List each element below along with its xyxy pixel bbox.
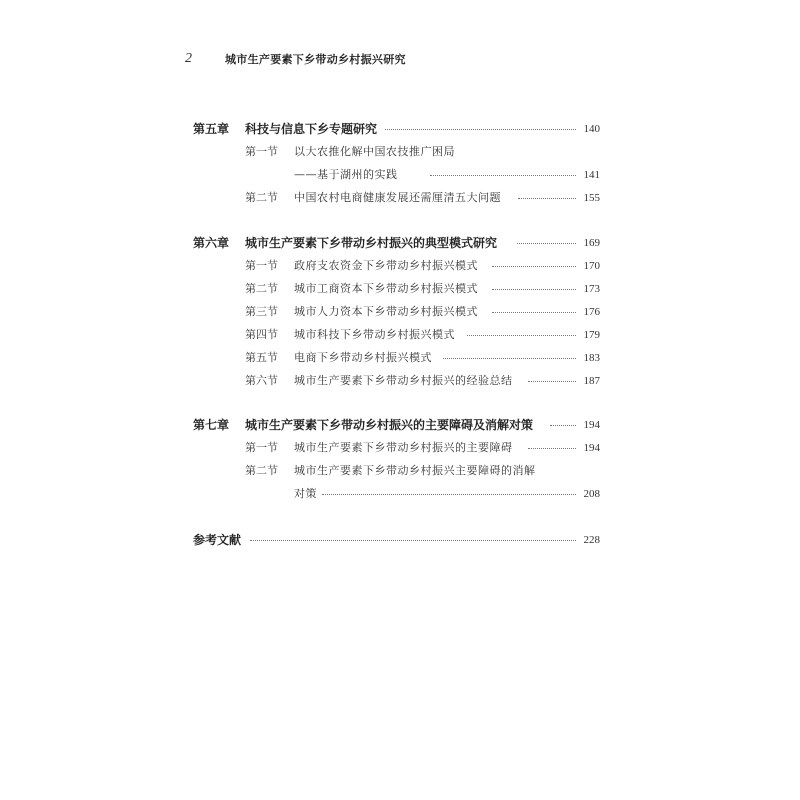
leader-dots [430, 175, 576, 176]
leader-dots [492, 266, 576, 267]
page-ref: 183 [583, 352, 600, 364]
toc-section-6-3[interactable] [0, 301, 800, 323]
page-ref: 179 [583, 329, 600, 341]
leader-dots [322, 494, 576, 495]
leader-dots [528, 448, 576, 449]
section-title: 城市生产要素下乡带动乡村振兴的经验总结 [294, 374, 513, 387]
section-label: 第五节 [245, 351, 278, 364]
section-title: 城市科技下乡带动乡村振兴模式 [294, 328, 455, 341]
page-ref: 173 [583, 283, 600, 295]
toc-chapter-6[interactable] [0, 232, 800, 254]
toc-section-6-5[interactable] [0, 347, 800, 369]
leader-dots [467, 335, 576, 336]
toc-section-6-2[interactable] [0, 278, 800, 300]
section-title: 城市人力资本下乡带动乡村振兴模式 [294, 305, 478, 318]
section-title: 城市生产要素下乡带动乡村振兴主要障碍的消解 [294, 464, 536, 477]
section-title: 以大农推化解中国农技推广困局 [294, 145, 455, 158]
leader-dots [385, 129, 576, 130]
chapter-title: 城市生产要素下乡带动乡村振兴的主要障碍及消解对策 [245, 418, 534, 432]
toc-section-5-2[interactable] [0, 187, 800, 209]
section-title: 中国农村电商健康发展还需厘清五大问题 [294, 191, 501, 204]
section-title: 政府支农资金下乡带动乡村振兴模式 [294, 259, 478, 272]
section-label: 第二节 [245, 282, 278, 295]
section-label: 第三节 [245, 305, 278, 318]
page-ref: 194 [583, 419, 600, 431]
page-number: 2 [185, 51, 192, 66]
page-ref: 141 [583, 169, 600, 181]
toc-references[interactable] [0, 529, 800, 551]
toc-section-6-4[interactable] [0, 324, 800, 346]
page-ref: 140 [583, 123, 600, 135]
section-subtitle: ——基于湖州的实践 [294, 168, 398, 181]
toc-section-6-1[interactable] [0, 255, 800, 277]
toc-chapter-7[interactable] [0, 414, 800, 436]
leader-dots [528, 381, 576, 382]
section-label: 第二节 [245, 464, 278, 477]
section-label: 第一节 [245, 259, 278, 272]
toc-section-5-1[interactable] [0, 141, 800, 163]
section-title-continued: 对策 [294, 487, 317, 500]
leader-dots [492, 312, 576, 313]
section-label: 第一节 [245, 145, 278, 158]
leader-dots [550, 425, 576, 426]
toc-chapter-5[interactable] [0, 118, 800, 140]
chapter-label: 第五章 [193, 122, 230, 136]
section-label: 第四节 [245, 328, 278, 341]
page-ref: 228 [583, 534, 600, 546]
chapter-label: 第六章 [193, 236, 230, 250]
toc-section-7-2-continued[interactable] [0, 483, 800, 505]
page-ref: 194 [583, 442, 600, 454]
running-header [185, 49, 406, 69]
toc-section-5-1-subtitle[interactable] [0, 164, 800, 186]
chapter-title: 城市生产要素下乡带动乡村振兴的典型模式研究 [245, 236, 498, 250]
leader-dots [492, 289, 576, 290]
section-title: 城市工商资本下乡带动乡村振兴模式 [294, 282, 478, 295]
leader-dots [250, 540, 576, 541]
leader-dots [518, 198, 576, 199]
chapter-title: 科技与信息下乡专题研究 [245, 122, 378, 136]
page-ref: 155 [583, 192, 600, 204]
running-title: 城市生产要素下乡带动乡村振兴研究 [225, 53, 406, 66]
page-ref: 169 [583, 237, 600, 249]
chapter-label: 第七章 [193, 418, 230, 432]
toc-section-7-1[interactable] [0, 437, 800, 459]
toc-section-6-6[interactable] [0, 370, 800, 392]
toc-section-7-2[interactable] [0, 460, 800, 482]
page-ref: 208 [583, 488, 600, 500]
section-title: 电商下乡带动乡村振兴模式 [294, 351, 432, 364]
section-label: 第一节 [245, 441, 278, 454]
leader-dots [443, 358, 576, 359]
page-ref: 187 [583, 375, 600, 387]
page-ref: 170 [583, 260, 600, 272]
leader-dots [517, 243, 576, 244]
references-title: 参考文献 [193, 533, 242, 547]
section-label: 第六节 [245, 374, 278, 387]
page-ref: 176 [583, 306, 600, 318]
section-label: 第二节 [245, 191, 278, 204]
section-title: 城市生产要素下乡带动乡村振兴的主要障碍 [294, 441, 513, 454]
